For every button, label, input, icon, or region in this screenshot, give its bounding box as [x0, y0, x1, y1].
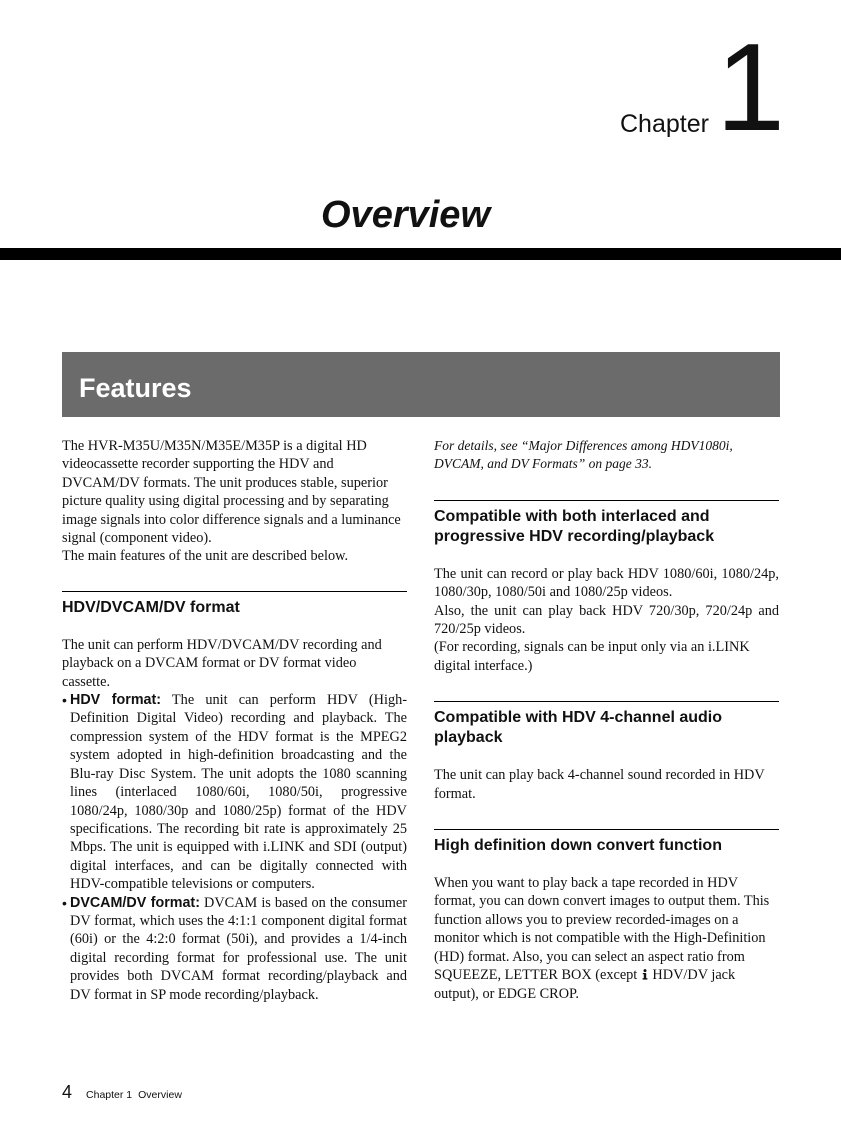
chapter-label: Chapter: [620, 110, 709, 138]
bullet-icon: •: [62, 692, 67, 709]
left-column: [62, 437, 407, 1004]
chapter-number: 1: [716, 19, 785, 157]
hdv-intro-paragraph: The unit can perform HDV/DVCAM/DV recording and playback on a DVCAM format or DV format video cassette.: [62, 636, 382, 690]
list-item: [62, 691, 407, 893]
page-footer: [62, 1082, 182, 1103]
bullet-text: The unit can perform HDV (High-Definition Digital Video) recording and playback. The compression system of the HDV format is the MPEG2 system adopted in high-definition broadcasting and the Blu-ray Disc System. The unit adopts the 1080 scanning lines (interlaced 1080/60i, 1080/50i, progressive 1080/24p, 1080/30p and 1080/25p) format of the HDV specifications. The recording bit rate is approximately 25 Mbps. The unit is equipped with i.LINK and SDI (output) digital interfaces, and can be digitally connected with HDV-compatible televisions or computers.: [70, 692, 408, 893]
footer-chapter: Chapter 1: [86, 1089, 133, 1101]
subheading-interlaced-progressive: Compatible with both interlaced and progressive HDV recording/playback: [434, 500, 779, 547]
page-title: Overview: [321, 194, 490, 236]
title-rule: [0, 248, 841, 260]
paragraph: The unit can play back 4-channel sound recorded in HDV format.: [434, 767, 765, 802]
subheading-hdv-dvcam-dv-format: HDV/DVCAM/DV format: [62, 591, 407, 618]
info-icon: [642, 969, 648, 980]
right-column: [434, 437, 779, 1003]
details-note: For details, see “Major Differences among HDV1080i, DVCAM, and DV Formats” on page 33.: [434, 438, 733, 472]
down-convert-text: When you want to play back a tape recorded in HDV format, you can down convert images to output them. This function allows you to preview recorded-images on a monitor which is not compatible with the High-Definition (HD) format. Also, you can select an aspect ratio from SQUEEZE, LETTER BOX (except: [434, 875, 770, 984]
section-title: Features: [79, 373, 192, 403]
bullet-text: DVCAM is based on the consumer DV format, which uses the 4:1:1 component digital format (60i) or the 4:2:0 format (50i), and provides a 1/4-inch digital recording format for professional use. The unit provides both DVCAM format recording/playback and DV format in SP mode recording/playback.: [70, 894, 408, 1003]
bullet-icon: •: [62, 894, 67, 911]
subheading-4ch-audio: Compatible with HDV 4-channel audio playback: [434, 701, 779, 748]
footer-title: Overview: [138, 1089, 182, 1101]
paragraph: The unit can record or play back HDV 1080/60i, 1080/24p, 1080/30p, 1080/50i and 1080/25p videos.: [434, 565, 779, 601]
section-header-bar: [62, 352, 780, 417]
down-convert-text-end: HDV/DV jack output), or EDGE CROP.: [434, 967, 736, 1002]
paragraph: Also, the unit can play back HDV 720/30p, 720/24p and 720/25p videos.: [434, 602, 779, 638]
subheading-down-convert: High definition down convert function: [434, 829, 779, 856]
intro-paragraph: The HVR-M35U/M35N/M35E/M35P is a digital HD videocassette recorder supporting the HDV and DVCAM/DV formats. The unit produces stable, superior picture quality using digital processing and by separating image signals into color difference signals and a luminance signal (component video).: [62, 438, 401, 547]
paragraph: (For recording, signals can be input only via an i.LINK digital interface.): [434, 639, 750, 674]
page-number: 4: [62, 1082, 73, 1102]
paragraph: [434, 874, 779, 1003]
list-item: [62, 894, 407, 1004]
bullet-term: HDV format:: [70, 692, 162, 709]
bullet-term: DVCAM/DV format:: [70, 894, 200, 911]
intro-paragraph: The main features of the unit are described below.: [62, 548, 349, 565]
